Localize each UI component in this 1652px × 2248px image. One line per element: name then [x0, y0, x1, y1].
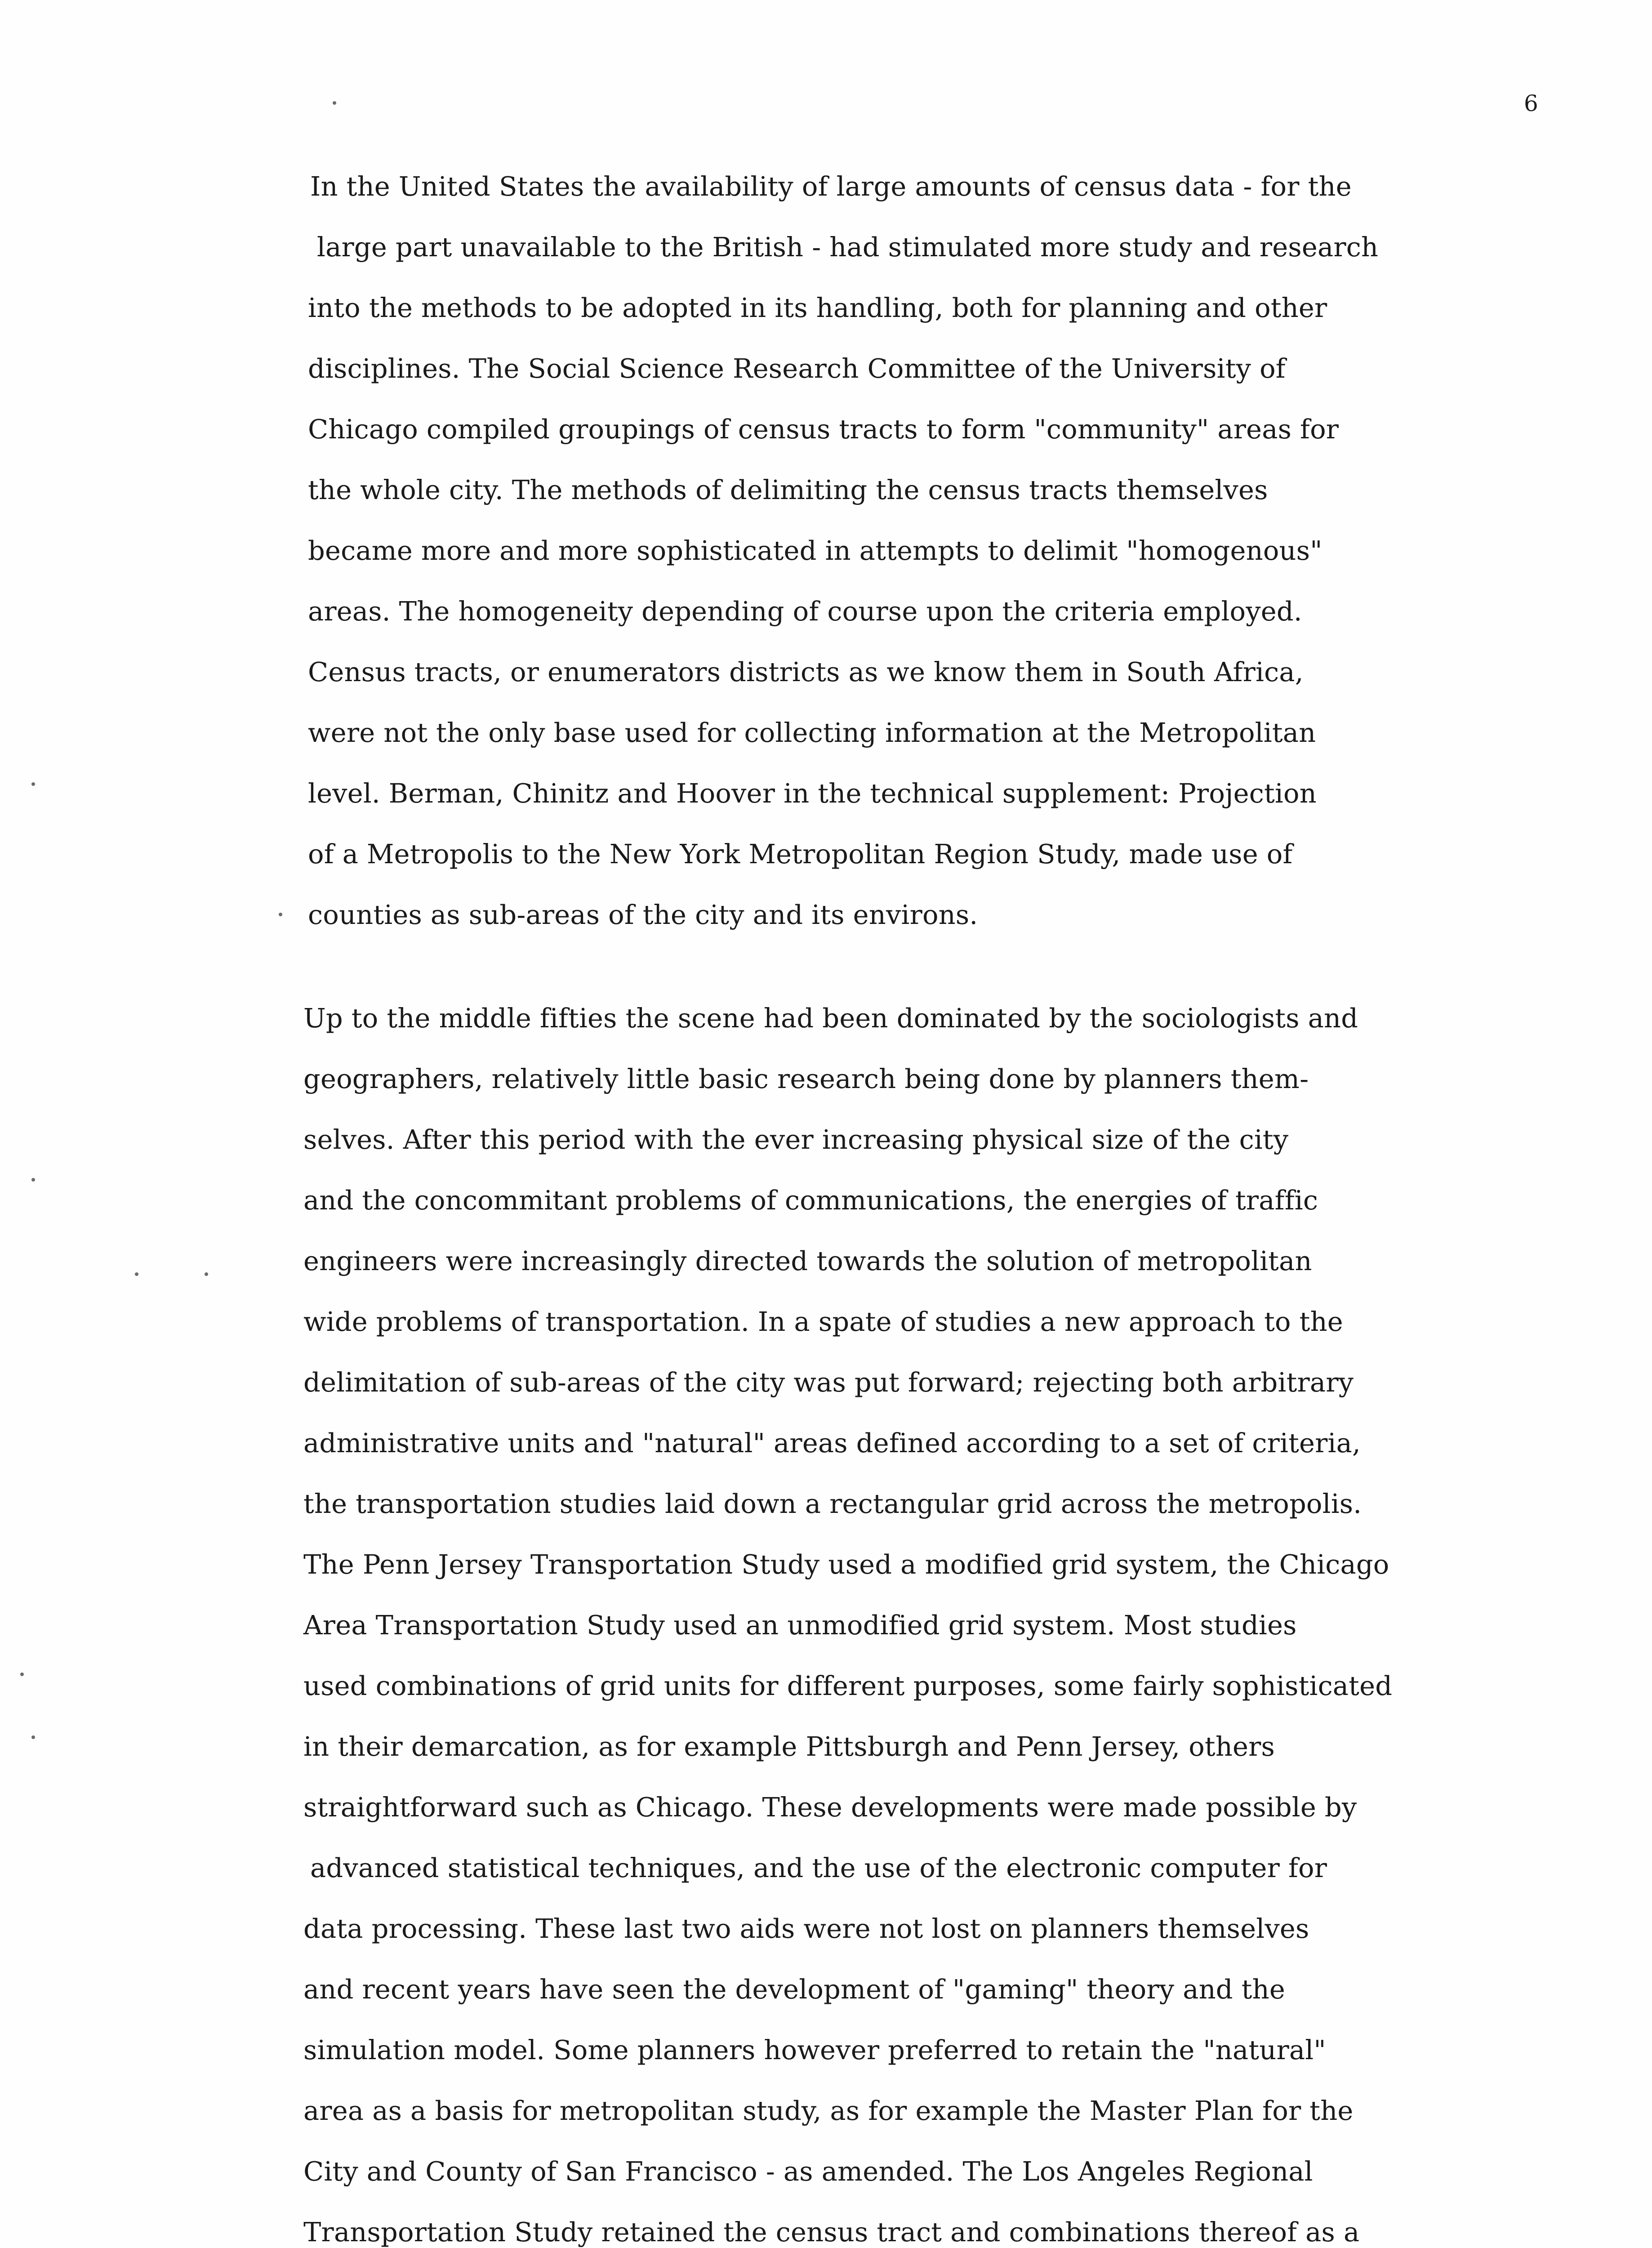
text-line: data processing. These last two aids were not lost on planners themselves: [303, 1913, 1309, 1944]
page-number: 6: [1524, 90, 1538, 116]
text-line: area as a basis for metropolitan study, as for example the Master Plan for the: [303, 2095, 1354, 2126]
text-line: Census tracts, or enumerators districts as we know them in South Africa,: [308, 656, 1304, 687]
text-line: administrative units and "natural" areas defined according to a set of criteria,: [303, 1427, 1361, 1459]
text-line: large part unavailable to the British - had stimulated more study and research: [317, 232, 1379, 263]
scan-speck: [31, 782, 35, 786]
text-line: Up to the middle fifties the scene had been dominated by the sociologists and: [303, 1003, 1358, 1034]
text-line: delimitation of sub-areas of the city was put forward; rejecting both arbitrary: [303, 1367, 1354, 1398]
text-line: The Penn Jersey Transportation Study used a modified grid system, the Chicago: [303, 1549, 1389, 1580]
scan-speck: [31, 1178, 35, 1182]
text-line: were not the only base used for collecting information at the Metropolitan: [308, 717, 1316, 748]
text-line: and the concommitant problems of communications, the energies of traffic: [303, 1185, 1318, 1216]
text-line: the whole city. The methods of delimiting the census tracts themselves: [308, 474, 1268, 505]
text-line: and recent years have seen the development of "gaming" theory and the: [303, 1974, 1285, 2005]
text-line: into the methods to be adopted in its handling, both for planning and other: [308, 292, 1327, 323]
text-line: City and County of San Francisco - as amended. The Los Angeles Regional: [303, 2156, 1313, 2187]
text-line: counties as sub-areas of the city and its environs.: [308, 899, 978, 930]
text-line: simulation model. Some planners however preferred to retain the "natural": [303, 2034, 1326, 2065]
text-line: the transportation studies laid down a rectangular grid across the metropolis.: [303, 1488, 1362, 1519]
scan-speck: [31, 1735, 35, 1739]
scan-speck: [279, 913, 282, 916]
text-line: wide problems of transportation. In a spate of studies a new approach to the: [303, 1306, 1343, 1337]
text-line: level. Berman, Chinitz and Hoover in the technical supplement: Projection: [308, 778, 1317, 809]
text-line: in their demarcation, as for example Pittsburgh and Penn Jersey, others: [303, 1731, 1275, 1762]
scan-speck: [20, 1673, 24, 1676]
text-line: became more and more sophisticated in attempts to delimit "homogenous": [308, 535, 1322, 566]
text-line: engineers were increasingly directed towards the solution of metropolitan: [303, 1245, 1312, 1276]
text-line: geographers, relatively little basic research being done by planners them-: [303, 1063, 1309, 1094]
scan-speck: [205, 1272, 208, 1276]
scan-speck: [135, 1272, 138, 1276]
text-line: used combinations of grid units for different purposes, some fairly sophisticated: [303, 1670, 1393, 1701]
text-line: Area Transportation Study used an unmodified grid system. Most studies: [303, 1610, 1297, 1641]
text-line: disciplines. The Social Science Research Committee of the University of: [308, 353, 1286, 384]
text-line: selves. After this period with the ever increasing physical size of the city: [303, 1124, 1289, 1155]
text-line: Chicago compiled groupings of census tracts to form "community" areas for: [308, 414, 1339, 445]
text-line: advanced statistical techniques, and the use of the electronic computer for: [310, 1852, 1327, 1883]
text-line: of a Metropolis to the New York Metropolitan Region Study, made use of: [308, 839, 1293, 870]
text-line: In the United States the availability of large amounts of census data - for the: [310, 171, 1352, 202]
text-line: straightforward such as Chicago. These developments were made possible by: [303, 1792, 1357, 1823]
text-line: areas. The homogeneity depending of course upon the criteria employed.: [308, 596, 1302, 627]
text-line: Transportation Study retained the census tract and combinations thereof as a: [303, 2217, 1360, 2248]
scan-speck: [333, 101, 336, 105]
